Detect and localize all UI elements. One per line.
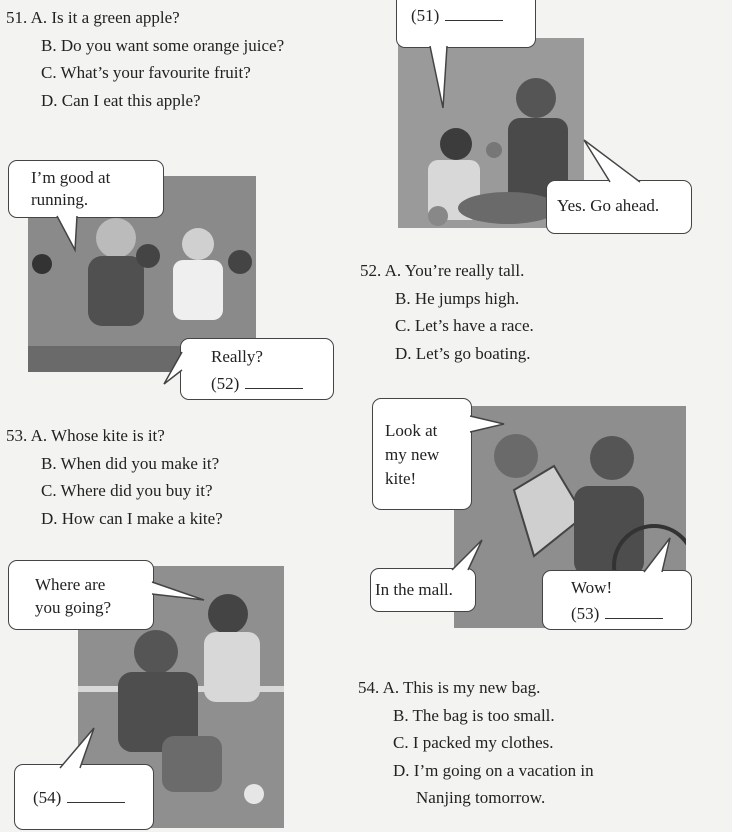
bubble-52-left: I’m good at running. xyxy=(8,160,164,218)
bubble-53-top-left-tail xyxy=(470,414,510,444)
q51-number: 51. xyxy=(6,8,28,27)
answer-blank-52 xyxy=(245,374,303,389)
q52-number: 52. xyxy=(360,261,382,280)
q54-option-b: B. The bag is too small. xyxy=(393,705,555,725)
bubble-52-left-tail xyxy=(55,216,95,256)
bubble-54-top: Where are you going? xyxy=(8,560,154,630)
answer-blank-51 xyxy=(445,6,503,21)
bubble-54-top-tail xyxy=(152,580,212,610)
q51-option-d: D. Can I eat this apple? xyxy=(41,90,201,110)
q53-number: 53. xyxy=(6,426,28,445)
q52-option-a: A. You’re really tall. xyxy=(384,261,525,280)
q53-option-d: D. How can I make a kite? xyxy=(41,508,223,528)
bubble-53-bottom-right: Wow! (53) xyxy=(542,570,692,630)
q54-option-d-continued: Nanjing tomorrow. xyxy=(416,788,546,807)
q51-option-a: A. Is it a green apple? xyxy=(30,8,180,27)
answer-blank-53 xyxy=(605,604,663,619)
bubble-51-top-tail xyxy=(425,46,455,116)
bubble-51-right-tail xyxy=(580,138,650,188)
bubble-51-top: (51) xyxy=(396,0,536,48)
q54-option-c: C. I packed my clothes. xyxy=(393,733,554,752)
q52-option-d: D. Let’s go boating. xyxy=(395,343,531,363)
question-51 xyxy=(6,4,284,114)
q53-option-b: B. When did you make it? xyxy=(41,453,220,473)
question-52 xyxy=(360,257,534,367)
q51-option-c: C. What’s your favourite fruit? xyxy=(41,63,251,82)
q52-option-b: B. He jumps high. xyxy=(395,288,520,308)
question-54 xyxy=(358,674,594,812)
bubble-53-top-left: Look at my new kite! xyxy=(372,398,472,510)
bubble-52-right: Really? (52) xyxy=(180,338,334,400)
q53-option-a: A. Whose kite is it? xyxy=(30,426,165,445)
bubble-53-bottom-right-tail xyxy=(640,536,680,576)
answer-blank-54 xyxy=(67,788,125,803)
q54-number: 54. xyxy=(358,678,380,697)
bubble-53-bottom-left: In the mall. xyxy=(370,568,476,612)
bubble-54-bottom: (54) xyxy=(14,764,154,830)
q51-option-b: B. Do you want some orange juice? xyxy=(41,35,285,55)
q54-option-a: A. This is my new bag. xyxy=(382,678,541,697)
q53-option-c: C. Where did you buy it? xyxy=(41,481,213,500)
bubble-51-right: Yes. Go ahead. xyxy=(546,180,692,234)
bubble-53-bottom-left-tail xyxy=(448,536,488,576)
q52-option-c: C. Let’s have a race. xyxy=(395,316,534,335)
bubble-52-right-tail xyxy=(160,350,200,390)
question-53 xyxy=(6,422,223,532)
q54-option-d: D. I’m going on a vacation in xyxy=(393,760,594,780)
bubble-54-bottom-tail xyxy=(50,724,100,774)
